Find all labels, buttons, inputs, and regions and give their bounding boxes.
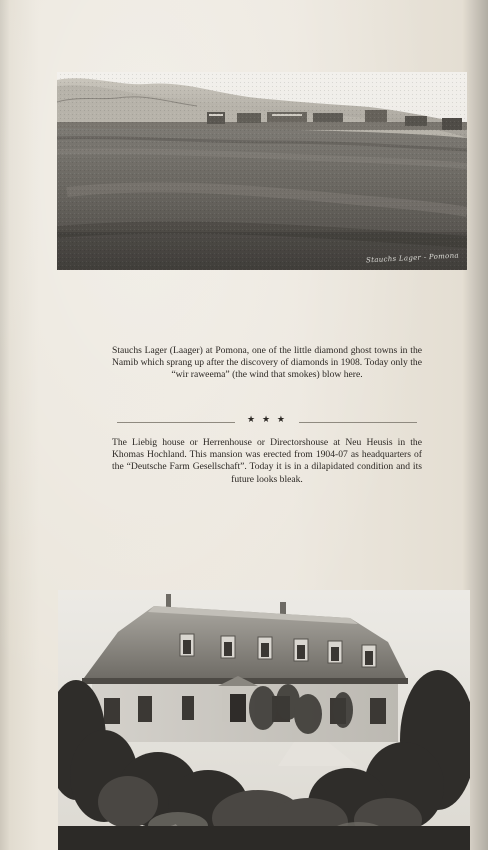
mansion-photo [58,590,470,850]
photo-inscription: Stauchs Lager - Pomona [365,251,460,265]
photo-stauchs-lager [57,72,467,270]
divider-stars: ★ ★ ★ [247,415,287,425]
divider-rule-right [299,422,417,423]
page-left-shading [0,0,10,850]
section-divider [117,415,417,428]
caption-pomona: Stauchs Lager (Laager) at Pomona, one of the little diamond ghost towns in the Namib which sprang up after the discovery of diamonds in 1908. Today only the “wir raweema” (the wind that smokes) blow here. [112,345,422,381]
photo-liebig-house [58,590,470,850]
desert-settlement-photo [57,72,467,270]
caption-liebig-house: The Liebig house or Herrenhouse or Directorshouse at Neu Heusis in the Khomas Hochland. This mansion was erected from 1904-07 as headquarters of the “Deutsche Farm Gesellschaft”. Today it is in a dilapidated condition and its future looks bleak. [112,437,422,485]
